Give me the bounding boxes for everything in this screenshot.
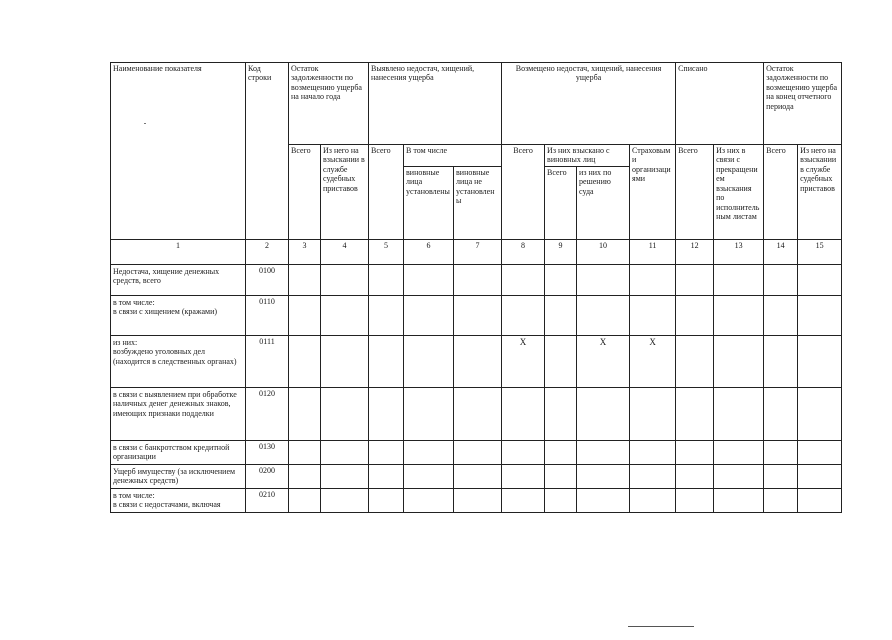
row-label: в связи с банкротством кредитной организации bbox=[111, 440, 246, 464]
column-number: 3 bbox=[289, 239, 321, 264]
value-cell bbox=[798, 387, 842, 440]
value-cell bbox=[404, 295, 454, 335]
column-number: 8 bbox=[502, 239, 545, 264]
value-cell bbox=[289, 295, 321, 335]
value-cell bbox=[502, 264, 545, 295]
column-number: 14 bbox=[764, 239, 798, 264]
header-termination-of-recovery: Из них в связи с прекращением взыскания по исполнительным листам bbox=[714, 145, 764, 240]
header-indicator-name: Наименование показателя bbox=[111, 63, 246, 240]
value-cell bbox=[714, 387, 764, 440]
table-row bbox=[111, 464, 842, 488]
value-cell bbox=[321, 488, 369, 512]
value-cell bbox=[369, 295, 404, 335]
value-cell bbox=[545, 295, 577, 335]
value-cell bbox=[502, 440, 545, 464]
value-cell bbox=[454, 488, 502, 512]
table-row bbox=[111, 295, 842, 335]
value-cell bbox=[764, 440, 798, 464]
value-cell bbox=[630, 464, 676, 488]
value-cell bbox=[798, 264, 842, 295]
row-label: в том числе: в связи с недостачами, включая bbox=[111, 488, 246, 512]
row-label: в связи с выявлением при обработке наличных денег денежных знаков, имеющих признаки подделки bbox=[111, 387, 246, 440]
value-cell bbox=[545, 488, 577, 512]
value-cell bbox=[630, 488, 676, 512]
value-cell bbox=[454, 440, 502, 464]
value-cell bbox=[676, 295, 714, 335]
value-cell bbox=[798, 440, 842, 464]
column-number: 2 bbox=[246, 239, 289, 264]
row-code: 0200 bbox=[246, 464, 289, 488]
value-cell: X bbox=[630, 335, 676, 387]
value-cell bbox=[676, 335, 714, 387]
column-number: 4 bbox=[321, 239, 369, 264]
value-cell bbox=[404, 440, 454, 464]
value-cell bbox=[321, 387, 369, 440]
value-cell bbox=[798, 295, 842, 335]
value-cell bbox=[764, 335, 798, 387]
column-number-row bbox=[111, 239, 842, 264]
value-cell bbox=[454, 264, 502, 295]
column-number: 7 bbox=[454, 239, 502, 264]
column-number: 10 bbox=[577, 239, 630, 264]
value-cell: X bbox=[577, 335, 630, 387]
table-row bbox=[111, 387, 842, 440]
row-code: 0100 bbox=[246, 264, 289, 295]
header-recovered-total: Всего bbox=[545, 166, 577, 239]
signature-line bbox=[628, 626, 694, 627]
value-cell bbox=[404, 335, 454, 387]
header-closing-bailiffs: Из него на взыскании в службе судебных приставов bbox=[798, 145, 842, 240]
value-cell bbox=[714, 488, 764, 512]
column-number: 13 bbox=[714, 239, 764, 264]
column-number: 11 bbox=[630, 239, 676, 264]
table-row bbox=[111, 335, 842, 387]
value-cell bbox=[404, 264, 454, 295]
table-row bbox=[111, 440, 842, 464]
value-cell bbox=[404, 464, 454, 488]
value-cell bbox=[369, 440, 404, 464]
row-label: из них: возбуждено уголовных дел (находится в следственных органах) bbox=[111, 335, 246, 387]
value-cell bbox=[577, 264, 630, 295]
value-cell bbox=[630, 264, 676, 295]
value-cell bbox=[289, 488, 321, 512]
value-cell bbox=[798, 335, 842, 387]
column-number: 15 bbox=[798, 239, 842, 264]
row-code: 0210 bbox=[246, 488, 289, 512]
value-cell bbox=[321, 440, 369, 464]
value-cell bbox=[369, 488, 404, 512]
value-cell bbox=[764, 264, 798, 295]
header-closing-balance: Остаток задолженности по возмещению ущерба на конец отчетного периода bbox=[764, 63, 842, 145]
header-closing-total: Всего bbox=[764, 145, 798, 240]
header-written-off-total: Всего bbox=[676, 145, 714, 240]
value-cell bbox=[502, 387, 545, 440]
value-cell bbox=[676, 264, 714, 295]
value-cell bbox=[764, 464, 798, 488]
value-cell bbox=[454, 335, 502, 387]
header-identified-including: В том числе bbox=[404, 145, 502, 167]
header-opening-balance: Остаток задолженности по возмещению ущерба на начало года bbox=[289, 63, 369, 145]
value-cell bbox=[577, 488, 630, 512]
value-cell bbox=[289, 335, 321, 387]
value-cell bbox=[545, 464, 577, 488]
value-cell bbox=[454, 295, 502, 335]
value-cell bbox=[404, 488, 454, 512]
value-cell bbox=[714, 335, 764, 387]
value-cell bbox=[714, 440, 764, 464]
header-insurance-orgs: Страховыми организациями bbox=[630, 145, 676, 240]
value-cell bbox=[454, 464, 502, 488]
header-by-court-decision: из них по решению суда bbox=[577, 166, 630, 239]
value-cell bbox=[289, 264, 321, 295]
value-cell bbox=[676, 488, 714, 512]
row-code: 0130 bbox=[246, 440, 289, 464]
value-cell bbox=[289, 464, 321, 488]
value-cell bbox=[502, 295, 545, 335]
column-number: 5 bbox=[369, 239, 404, 264]
row-code: 0110 bbox=[246, 295, 289, 335]
value-cell bbox=[321, 295, 369, 335]
value-cell bbox=[502, 464, 545, 488]
value-cell bbox=[321, 264, 369, 295]
header-culprits-established: виновные лица установлены bbox=[404, 166, 454, 239]
header-recovered-from-culprits: Из них взыскано с виновных лиц bbox=[545, 145, 630, 167]
value-cell bbox=[545, 264, 577, 295]
value-cell bbox=[714, 464, 764, 488]
value-cell bbox=[289, 440, 321, 464]
value-cell bbox=[369, 264, 404, 295]
value-cell bbox=[369, 387, 404, 440]
row-code: 0111 bbox=[246, 335, 289, 387]
row-label: Недостача, хищение денежных средств, всего bbox=[111, 264, 246, 295]
value-cell bbox=[630, 387, 676, 440]
value-cell bbox=[289, 387, 321, 440]
value-cell bbox=[714, 264, 764, 295]
column-number: 9 bbox=[545, 239, 577, 264]
header-opening-bailiffs: Из него на взыскании в службе судебных приставов bbox=[321, 145, 369, 240]
value-cell bbox=[545, 440, 577, 464]
value-cell bbox=[676, 464, 714, 488]
table-row bbox=[111, 264, 842, 295]
header-identified-total: Всего bbox=[369, 145, 404, 240]
row-label: в том числе: в связи с хищением (кражами) bbox=[111, 295, 246, 335]
data-rows bbox=[111, 264, 842, 512]
value-cell bbox=[577, 387, 630, 440]
value-cell bbox=[630, 440, 676, 464]
value-cell bbox=[676, 440, 714, 464]
value-cell bbox=[764, 387, 798, 440]
value-cell: X bbox=[502, 335, 545, 387]
value-cell bbox=[369, 464, 404, 488]
value-cell bbox=[545, 335, 577, 387]
value-cell bbox=[798, 488, 842, 512]
value-cell bbox=[764, 295, 798, 335]
header-line-code: Код строки bbox=[246, 63, 289, 240]
value-cell bbox=[764, 488, 798, 512]
value-cell bbox=[321, 464, 369, 488]
header-reimbursed-total: Всего bbox=[502, 145, 545, 240]
value-cell bbox=[404, 387, 454, 440]
value-cell bbox=[369, 335, 404, 387]
value-cell bbox=[545, 387, 577, 440]
header-reimbursed: Возмещено недостач, хищений, нанесения ущерба bbox=[502, 63, 676, 145]
value-cell bbox=[577, 440, 630, 464]
value-cell bbox=[321, 335, 369, 387]
column-number: 6 bbox=[404, 239, 454, 264]
value-cell bbox=[630, 295, 676, 335]
header-identified: Выявлено недостач, хищений, нанесения ущерба bbox=[369, 63, 502, 145]
value-cell bbox=[454, 387, 502, 440]
row-code: 0120 bbox=[246, 387, 289, 440]
column-number: 12 bbox=[676, 239, 714, 264]
header-opening-total: Всего bbox=[289, 145, 321, 240]
damage-report-table bbox=[110, 62, 842, 513]
table-row bbox=[111, 488, 842, 512]
value-cell bbox=[502, 488, 545, 512]
value-cell bbox=[577, 295, 630, 335]
header-written-off: Списано bbox=[676, 63, 764, 145]
column-number: 1 bbox=[111, 239, 246, 264]
value-cell bbox=[798, 464, 842, 488]
value-cell bbox=[676, 387, 714, 440]
value-cell bbox=[577, 464, 630, 488]
value-cell bbox=[714, 295, 764, 335]
row-label: Ущерб имуществу (за исключением денежных средств) bbox=[111, 464, 246, 488]
header-culprits-not-established: виновные лица не установлены bbox=[454, 166, 502, 239]
